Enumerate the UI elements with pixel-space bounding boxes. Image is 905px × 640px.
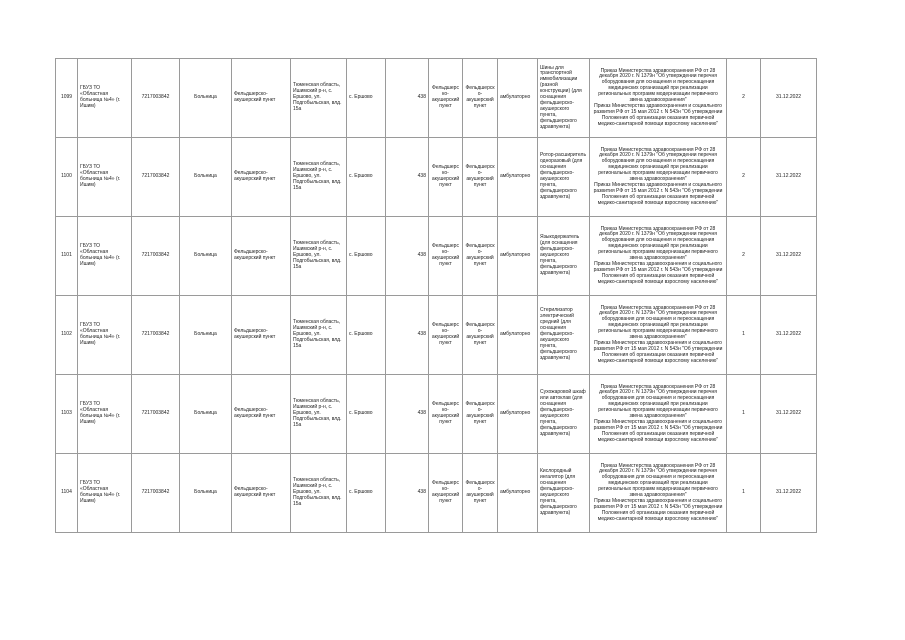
facility-type-cell: Больница — [180, 296, 232, 375]
deadline-date-cell: 31.12.2022 — [761, 375, 817, 454]
table-row — [56, 375, 817, 454]
equipment-cell: Ротор-расширитель одноразовый (для оснащения фельдшерско-акушерского пункта, фельдшерского здравпункта) — [538, 138, 590, 217]
equipment-cell: Кислородный ингалятор (для оснащения фельдшерско-акушерского пункта, фельдшерского здравпункта) — [538, 454, 590, 533]
inn-cell: 7217003842 — [132, 375, 180, 454]
subunit-cell: Фельдшерско-акушерский пункт — [463, 217, 498, 296]
address-cell: Тюменская область, Ишимский р-н, с. Ершово, ул. Подгобыльская, влд. 15а — [291, 375, 347, 454]
unit-cell: Фельдшерско-акушерский пункт — [232, 296, 291, 375]
row-number-cell: 1101 — [56, 217, 78, 296]
address-cell: Тюменская область, Ишимский р-н, с. Ершово, ул. Подгобыльская, влд. 15а — [291, 138, 347, 217]
organization-cell: ГБУЗ ТО «Областная больница №4» (г. Ишим) — [78, 454, 132, 533]
table-row — [56, 296, 817, 375]
inn-cell: 7217003842 — [132, 454, 180, 533]
unit-cell: Фельдшерско-акушерский пункт — [232, 454, 291, 533]
deadline-date-cell: 31.12.2022 — [761, 454, 817, 533]
quantity-cell: 1 — [727, 454, 761, 533]
row-number-cell: 1100 — [56, 138, 78, 217]
subunit-cell: Фельдшерско-акушерский пункт — [463, 138, 498, 217]
settlement-cell: с. Ершово — [347, 138, 386, 217]
inn-cell: 7217003842 — [132, 138, 180, 217]
facility-type-cell: Больница — [180, 59, 232, 138]
organization-cell: ГБУЗ ТО «Областная больница №4» (г. Ишим) — [78, 375, 132, 454]
inn-cell: 7217003842 — [132, 296, 180, 375]
subunit-cell: Фельдшерско-акушерский пункт — [463, 375, 498, 454]
quantity-cell: 2 — [727, 59, 761, 138]
table-row — [56, 59, 817, 138]
quantity-cell: 2 — [727, 138, 761, 217]
deadline-date-cell: 31.12.2022 — [761, 138, 817, 217]
building-cell: Фельдшерско-акушерский пункт — [429, 138, 463, 217]
regulation-cell: Приказ Министерства здравоохранения РФ от 28 декабря 2020 г. N 1379н "Об утверждении перечня оборудования для оснащения и переоснащения медицинских организаций при реализации региональных программ модернизации первичного звена здравоохранения" Приказ Министерства здравоохранения и социального развития РФ от 15 мая 2012 г. N 543н "Об утверждении Положения об организации оказания первичной медико-санитарной помощи взрослому населению" — [590, 138, 727, 217]
table-row — [56, 138, 817, 217]
subunit-cell: Фельдшерско-акушерский пункт — [463, 59, 498, 138]
subunit-cell: Фельдшерско-акушерский пункт — [463, 454, 498, 533]
deadline-date-cell: 31.12.2022 — [761, 59, 817, 138]
population-cell: 438 — [386, 375, 429, 454]
settlement-cell: с. Ершово — [347, 59, 386, 138]
care-form-cell: амбулаторно — [498, 138, 538, 217]
unit-cell: Фельдшерско-акушерский пункт — [232, 59, 291, 138]
settlement-cell: с. Ершово — [347, 217, 386, 296]
population-cell: 438 — [386, 454, 429, 533]
organization-cell: ГБУЗ ТО «Областная больница №4» (г. Ишим) — [78, 217, 132, 296]
organization-cell: ГБУЗ ТО «Областная больница №4» (г. Ишим) — [78, 138, 132, 217]
care-form-cell: амбулаторно — [498, 375, 538, 454]
organization-cell: ГБУЗ ТО «Областная больница №4» (г. Ишим) — [78, 59, 132, 138]
equipment-cell: Сухожаровой шкаф или автоклав (для оснащения фельдшерско-акушерского пункта, фельдшерского здравпункта) — [538, 375, 590, 454]
population-cell: 438 — [386, 138, 429, 217]
facility-type-cell: Больница — [180, 454, 232, 533]
address-cell: Тюменская область, Ишимский р-н, с. Ершово, ул. Подгобыльская, влд. 15а — [291, 454, 347, 533]
facility-type-cell: Больница — [180, 375, 232, 454]
row-number-cell: 1099 — [56, 59, 78, 138]
row-number-cell: 1103 — [56, 375, 78, 454]
quantity-cell: 1 — [727, 296, 761, 375]
building-cell: Фельдшерско-акушерский пункт — [429, 375, 463, 454]
address-cell: Тюменская область, Ишимский р-н, с. Ершово, ул. Подгобыльская, влд. 15а — [291, 217, 347, 296]
settlement-cell: с. Ершово — [347, 454, 386, 533]
regulation-cell: Приказ Министерства здравоохранения РФ от 28 декабря 2020 г. N 1379н "Об утверждении перечня оборудования для оснащения и переоснащения медицинских организаций при реализации региональных программ модернизации первичного звена здравоохранения" Приказ Министерства здравоохранения и социального развития РФ от 15 мая 2012 г. N 543н "Об утверждении Положения об организации оказания первичной медико-санитарной помощи взрослому населению" — [590, 217, 727, 296]
row-number-cell: 1102 — [56, 296, 78, 375]
unit-cell: Фельдшерско-акушерский пункт — [232, 375, 291, 454]
building-cell: Фельдшерско-акушерский пункт — [429, 296, 463, 375]
equipment-table — [55, 58, 817, 533]
facility-type-cell: Больница — [180, 217, 232, 296]
population-cell: 438 — [386, 217, 429, 296]
settlement-cell: с. Ершово — [347, 296, 386, 375]
quantity-cell: 1 — [727, 375, 761, 454]
equipment-cell: Шины для транспортной иммобилизации (разной конструкции) (для оснащения фельдшерско-акушерского пункта, фельдшерского здравпункта) — [538, 59, 590, 138]
regulation-cell: Приказ Министерства здравоохранения РФ от 28 декабря 2020 г. N 1379н "Об утверждении перечня оборудования для оснащения и переоснащения медицинских организаций при реализации региональных программ модернизации первичного звена здравоохранения" Приказ Министерства здравоохранения и социального развития РФ от 15 мая 2012 г. N 543н "Об утверждении Положения об организации оказания первичной медико-санитарной помощи взрослому населению" — [590, 454, 727, 533]
regulation-cell: Приказ Министерства здравоохранения РФ от 28 декабря 2020 г. N 1379н "Об утверждении перечня оборудования для оснащения и переоснащения медицинских организаций при реализации региональных программ модернизации первичного звена здравоохранения" Приказ Министерства здравоохранения и социального развития РФ от 15 мая 2012 г. N 543н "Об утверждении Положения об организации оказания первичной медико-санитарной помощи взрослому населению" — [590, 375, 727, 454]
address-cell: Тюменская область, Ишимский р-н, с. Ершово, ул. Подгобыльская, влд. 15а — [291, 296, 347, 375]
table-row — [56, 217, 817, 296]
settlement-cell: с. Ершово — [347, 375, 386, 454]
regulation-cell: Приказ Министерства здравоохранения РФ от 28 декабря 2020 г. N 1379н "Об утверждении перечня оборудования для оснащения и переоснащения медицинских организаций при реализации региональных программ модернизации первичного звена здравоохранения" Приказ Министерства здравоохранения и социального развития РФ от 15 мая 2012 г. N 543н "Об утверждении Положения об организации оказания первичной медико-санитарной помощи взрослому населению" — [590, 296, 727, 375]
deadline-date-cell: 31.12.2022 — [761, 296, 817, 375]
care-form-cell: амбулаторно — [498, 296, 538, 375]
address-cell: Тюменская область, Ишимский р-н, с. Ершово, ул. Подгобыльская, влд. 15а — [291, 59, 347, 138]
quantity-cell: 2 — [727, 217, 761, 296]
building-cell: Фельдшерско-акушерский пункт — [429, 217, 463, 296]
subunit-cell: Фельдшерско-акушерский пункт — [463, 296, 498, 375]
building-cell: Фельдшерско-акушерский пункт — [429, 59, 463, 138]
table-row — [56, 454, 817, 533]
building-cell: Фельдшерско-акушерский пункт — [429, 454, 463, 533]
care-form-cell: амбулаторно — [498, 59, 538, 138]
population-cell: 438 — [386, 296, 429, 375]
equipment-cell: Стерилизатор электрический средний (для оснащения фельдшерско-акушерского пункта, фельдшерского здравпункта) — [538, 296, 590, 375]
inn-cell: 7217003842 — [132, 59, 180, 138]
inn-cell: 7217003842 — [132, 217, 180, 296]
equipment-cell: Языкодержатель (для оснащения фельдшерско-акушерского пункта, фельдшерского здравпункта) — [538, 217, 590, 296]
organization-cell: ГБУЗ ТО «Областная больница №4» (г. Ишим) — [78, 296, 132, 375]
regulation-cell: Приказ Министерства здравоохранения РФ от 28 декабря 2020 г. N 1379н "Об утверждении перечня оборудования для оснащения и переоснащения медицинских организаций при реализации региональных программ модернизации первичного звена здравоохранения" Приказ Министерства здравоохранения и социального развития РФ от 15 мая 2012 г. N 543н "Об утверждении Положения об организации оказания первичной медико-санитарной помощи взрослому населению" — [590, 59, 727, 138]
unit-cell: Фельдшерско-акушерский пункт — [232, 138, 291, 217]
unit-cell: Фельдшерско-акушерский пункт — [232, 217, 291, 296]
facility-type-cell: Больница — [180, 138, 232, 217]
care-form-cell: амбулаторно — [498, 454, 538, 533]
deadline-date-cell: 31.12.2022 — [761, 217, 817, 296]
population-cell: 438 — [386, 59, 429, 138]
care-form-cell: амбулаторно — [498, 217, 538, 296]
row-number-cell: 1104 — [56, 454, 78, 533]
